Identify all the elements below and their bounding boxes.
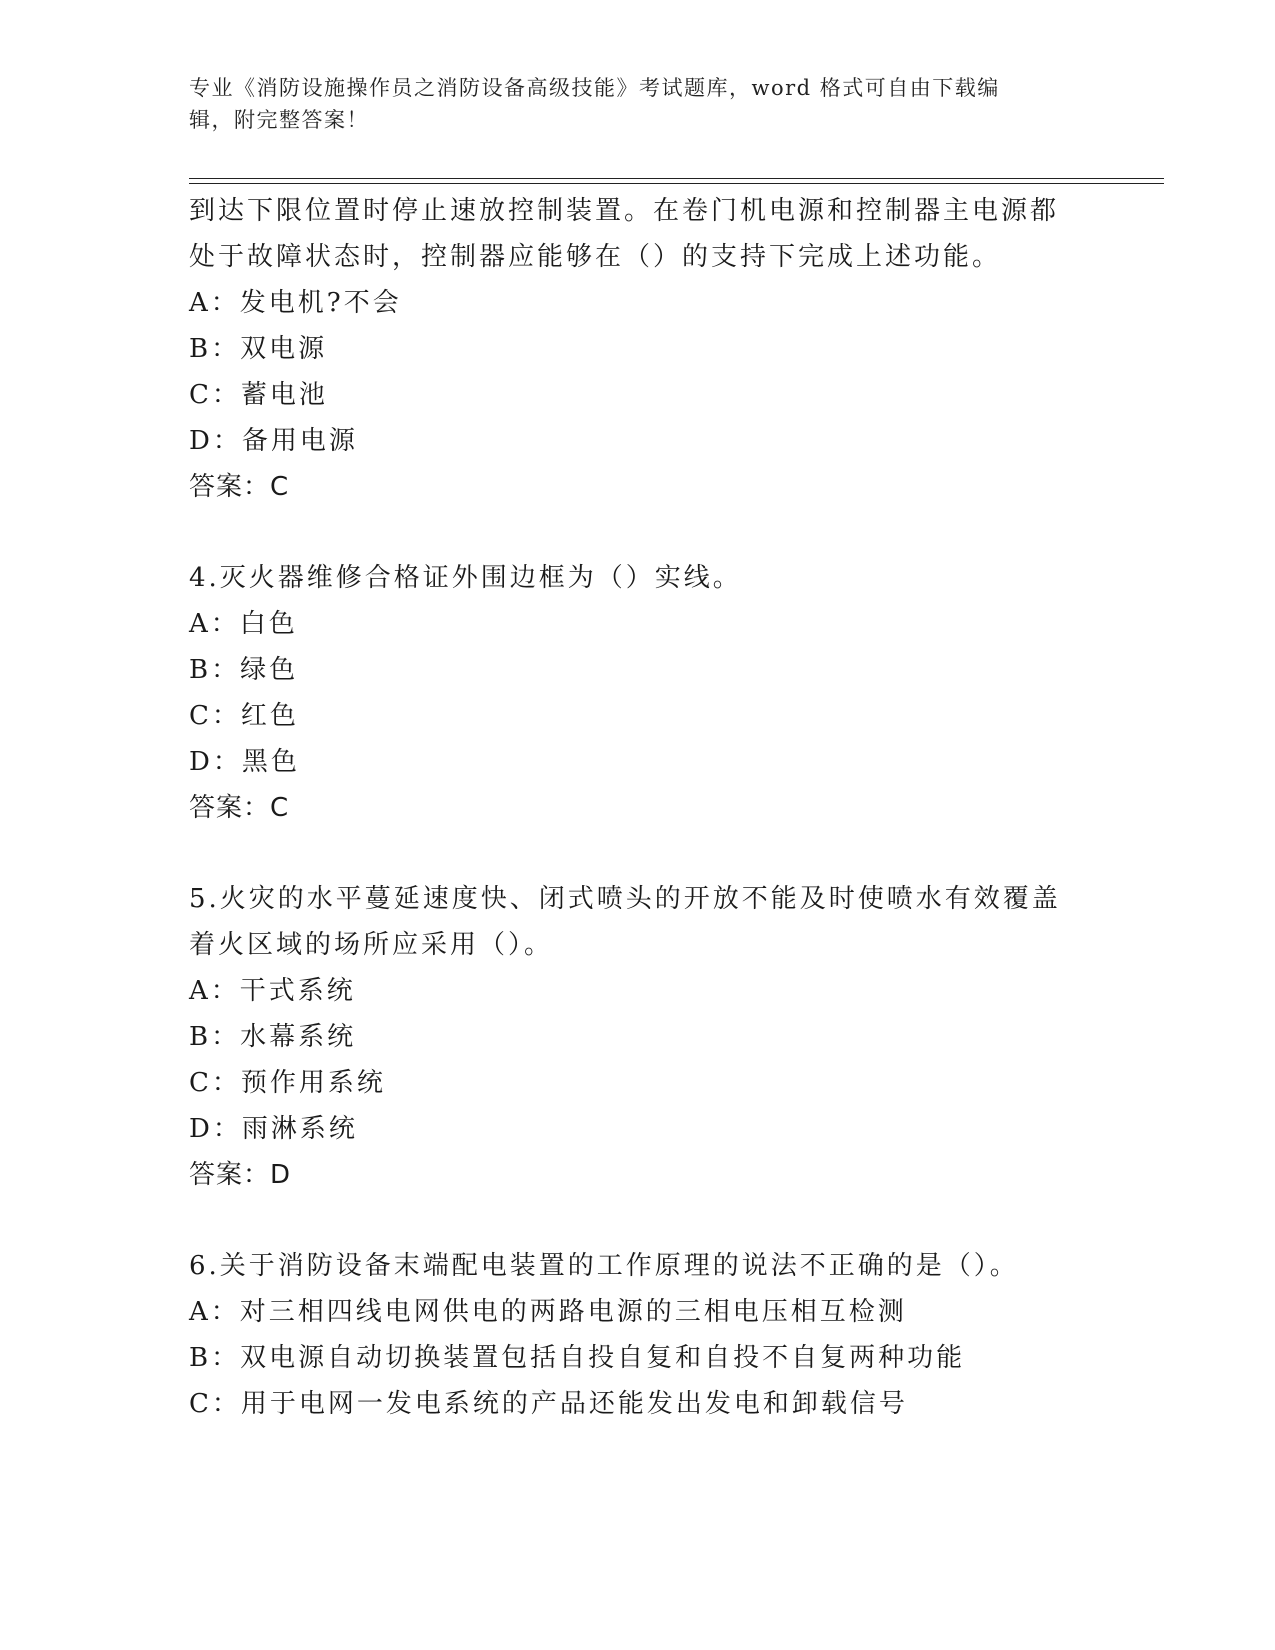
question-3 — [189, 188, 1089, 510]
answer: 答案：C — [189, 793, 290, 823]
answer: 答案：D — [189, 1160, 292, 1190]
question-stem: 5.火灾的水平蔓延速度快、闭式喷头的开放不能及时使喷水有效覆盖 — [189, 884, 1061, 914]
header-divider-top — [189, 178, 1164, 179]
option-a: A：白色 — [189, 609, 298, 639]
option-a: A：干式系统 — [189, 976, 356, 1006]
option-b: B：水幕系统 — [189, 1022, 357, 1052]
option-c: C：预作用系统 — [189, 1068, 386, 1098]
header-divider-bottom — [189, 183, 1164, 184]
option-c: C：用于电网一发电系统的产品还能发出发电和卸载信号 — [189, 1389, 908, 1419]
option-a: A：发电机?不会 — [189, 288, 402, 318]
option-d: D：备用电源 — [189, 426, 358, 456]
option-d: D：黑色 — [189, 747, 300, 777]
question-stem: 处于故障状态时，控制器应能够在（）的支持下完成上述功能。 — [189, 242, 1002, 272]
option-c: C：蓄电池 — [189, 380, 328, 410]
option-d: D：雨淋系统 — [189, 1114, 358, 1144]
question-4 — [189, 555, 1089, 831]
question-stem: 着火区域的场所应采用（）。 — [189, 930, 554, 960]
question-stem: 6.关于消防设备末端配电装置的工作原理的说法不正确的是（）。 — [189, 1251, 1019, 1281]
header-line-2: 辑，附完整答案！ — [189, 108, 369, 132]
question-stem: 4.灭火器维修合格证外围边框为（）实线。 — [189, 563, 742, 593]
question-list — [189, 188, 1089, 1427]
answer: 答案：C — [189, 472, 290, 502]
option-c: C：红色 — [189, 701, 299, 731]
question-5 — [189, 876, 1089, 1198]
option-b: B：绿色 — [189, 655, 299, 685]
document-header — [189, 72, 1089, 136]
header-line-1: 专业《消防设施操作员之消防设备高级技能》考试题库，word 格式可自由下载编 — [189, 76, 1000, 100]
option-a: A：对三相四线电网供电的两路电源的三相电压相互检测 — [189, 1297, 907, 1327]
option-b: B：双电源自动切换装置包括自投自复和自投不自复两种功能 — [189, 1343, 966, 1373]
question-6 — [189, 1243, 1089, 1427]
question-stem: 到达下限位置时停止速放控制装置。在卷门机电源和控制器主电源都 — [189, 196, 1060, 226]
option-b: B：双电源 — [189, 334, 328, 364]
